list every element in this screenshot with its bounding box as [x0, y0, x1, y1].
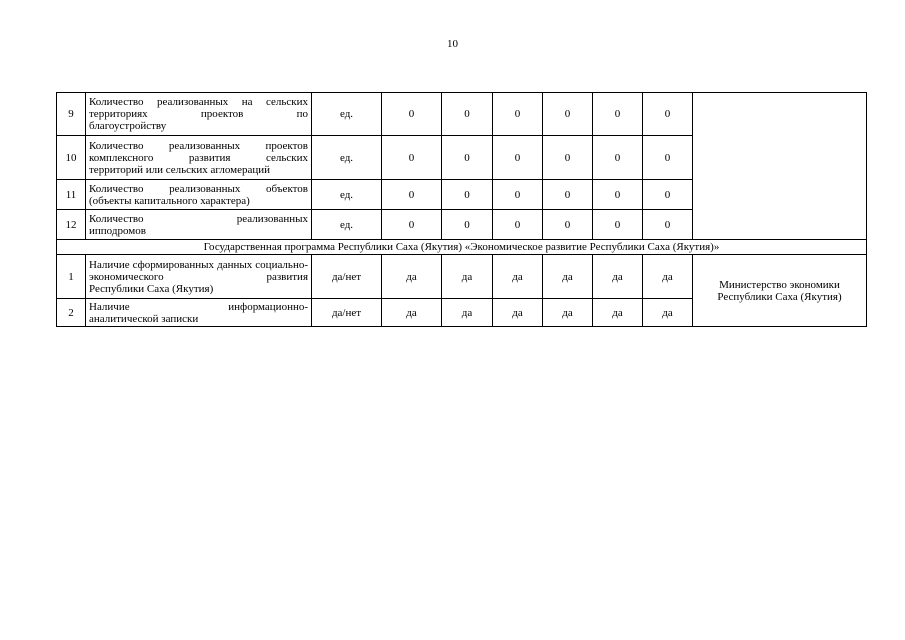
table-row [57, 93, 867, 136]
indicator-description: Количество реализованных на сельских территориях проектов по благоустройству [86, 93, 312, 136]
row-number: 12 [57, 210, 86, 240]
value-cell: 0 [543, 210, 593, 240]
value-cell: да [493, 255, 543, 299]
indicators-table [56, 92, 867, 327]
value-cell: да [442, 255, 493, 299]
value-cell: 0 [643, 210, 693, 240]
value-cell: 0 [643, 93, 693, 136]
row-number: 10 [57, 136, 86, 180]
value-cell: 0 [493, 93, 543, 136]
indicator-description: Количество реализованных объектов (объекты капитального характера) [86, 180, 312, 210]
unit-cell: да/нет [312, 299, 382, 327]
value-cell: 0 [593, 180, 643, 210]
value-cell: 0 [543, 136, 593, 180]
indicator-description: Наличие сформированных данных социально-экономического развития Республики Саха (Якутия) [86, 255, 312, 299]
value-cell: 0 [493, 180, 543, 210]
value-cell: да [382, 299, 442, 327]
value-cell: 0 [442, 136, 493, 180]
value-cell: да [493, 299, 543, 327]
table-row [57, 255, 867, 299]
value-cell: 0 [543, 93, 593, 136]
value-cell: 0 [593, 210, 643, 240]
row-number: 1 [57, 255, 86, 299]
value-cell: да [593, 255, 643, 299]
value-cell: да [382, 255, 442, 299]
indicator-description: Количество реализованных ипподромов [86, 210, 312, 240]
value-cell: 0 [442, 180, 493, 210]
value-cell: 0 [382, 180, 442, 210]
value-cell: 0 [382, 210, 442, 240]
indicator-description: Количество реализованных проектов комплексного развития сельских территорий или сельских агломераций [86, 136, 312, 180]
row-number: 11 [57, 180, 86, 210]
value-cell: 0 [493, 136, 543, 180]
value-cell: 0 [593, 93, 643, 136]
value-cell: 0 [442, 210, 493, 240]
value-cell: да [593, 299, 643, 327]
value-cell: 0 [543, 180, 593, 210]
value-cell: да [442, 299, 493, 327]
value-cell: 0 [643, 180, 693, 210]
value-cell: 0 [643, 136, 693, 180]
value-cell: 0 [442, 93, 493, 136]
section-header-row [57, 240, 867, 255]
responsible-executor: Министерство экономики Республики Саха (Якутия) [693, 255, 867, 327]
indicator-description: Наличие информационно- аналитической записки [86, 299, 312, 327]
unit-cell: ед. [312, 180, 382, 210]
value-cell: 0 [382, 93, 442, 136]
responsible-cell-empty [693, 93, 867, 240]
value-cell: 0 [593, 136, 643, 180]
unit-cell: да/нет [312, 255, 382, 299]
unit-cell: ед. [312, 93, 382, 136]
page-number: 10 [447, 38, 458, 50]
value-cell: да [543, 255, 593, 299]
section-title: Государственная программа Республики Саха (Якутия) «Экономическое развитие Республики Саха (Якутия)» [57, 240, 867, 255]
value-cell: 0 [493, 210, 543, 240]
unit-cell: ед. [312, 210, 382, 240]
row-number: 9 [57, 93, 86, 136]
value-cell: да [643, 299, 693, 327]
unit-cell: ед. [312, 136, 382, 180]
row-number: 2 [57, 299, 86, 327]
value-cell: 0 [382, 136, 442, 180]
value-cell: да [543, 299, 593, 327]
value-cell: да [643, 255, 693, 299]
